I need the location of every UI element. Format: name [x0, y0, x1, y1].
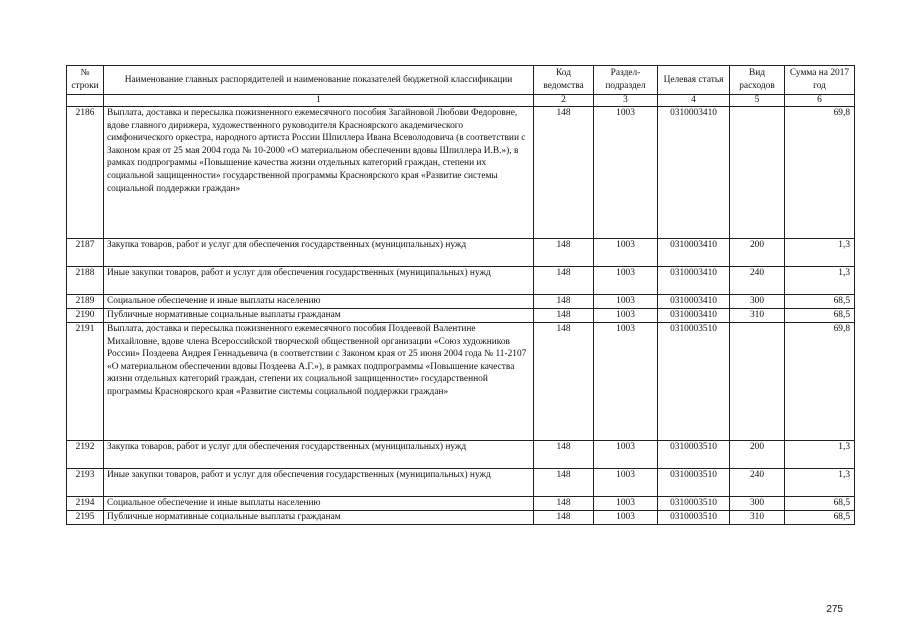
column-number: 3: [594, 95, 658, 107]
row-expense-type: 300: [730, 497, 785, 511]
row-target-article: 0310003410: [658, 295, 730, 309]
row-section: 1003: [594, 295, 658, 309]
row-name: Закупка товаров, работ и услуг для обеспечения государственных (муниципальных) нужд: [104, 239, 534, 267]
row-section: 1003: [594, 309, 658, 323]
table-row: [67, 469, 855, 497]
column-number: 6: [785, 95, 855, 107]
row-expense-type: 200: [730, 441, 785, 469]
header-target-article: Целевая статья: [658, 66, 730, 95]
table-row: [67, 497, 855, 511]
row-target-article: 0310003410: [658, 239, 730, 267]
row-department-code: 148: [534, 441, 594, 469]
row-department-code: 148: [534, 511, 594, 525]
row-target-article: 0310003410: [658, 309, 730, 323]
row-expense-type: [730, 107, 785, 239]
row-section: 1003: [594, 441, 658, 469]
table-row: [67, 323, 855, 441]
row-name: Выплата, доставка и пересылка пожизненного ежемесячного пособия Поздеевой Валентине Михайловне, вдове члена Всероссийской творческой общественной организации «Союз художников России» Поздеева Андрея Геннадьевича (в соответствии с Законом края от 25 июня 2004 года № 11-2107 «О материальном обеспечении вдовы Поздеева А.Г.»), в рамках подпрограммы «Повышение качества жизни отдельных категорий граждан, степени их социальной защищенности» государственной программы Красноярского края «Развитие системы социальной поддержки граждан»: [104, 323, 534, 441]
header-section: Раздел-подраздел: [594, 66, 658, 95]
row-section: 1003: [594, 511, 658, 525]
row-name: Закупка товаров, работ и услуг для обеспечения государственных (муниципальных) нужд: [104, 441, 534, 469]
table-body: [67, 107, 855, 525]
row-sum: 1,3: [785, 267, 855, 295]
row-number: 2191: [67, 323, 104, 441]
row-expense-type: 240: [730, 267, 785, 295]
row-expense-type: 200: [730, 239, 785, 267]
row-name: Иные закупки товаров, работ и услуг для обеспечения государственных (муниципальных) нужд: [104, 469, 534, 497]
row-expense-type: 240: [730, 469, 785, 497]
row-number: 2187: [67, 239, 104, 267]
row-department-code: 148: [534, 295, 594, 309]
row-section: 1003: [594, 107, 658, 239]
table-row: [67, 441, 855, 469]
row-target-article: 0310003510: [658, 323, 730, 441]
row-section: 1003: [594, 469, 658, 497]
row-department-code: 148: [534, 309, 594, 323]
row-number: 2190: [67, 309, 104, 323]
table-row: [67, 107, 855, 239]
row-section: 1003: [594, 267, 658, 295]
row-target-article: 0310003510: [658, 469, 730, 497]
table-row: [67, 239, 855, 267]
row-number: 2192: [67, 441, 104, 469]
row-target-article: 0310003410: [658, 107, 730, 239]
column-number: [67, 95, 104, 107]
row-department-code: 148: [534, 469, 594, 497]
row-department-code: 148: [534, 267, 594, 295]
column-number: 2: [534, 95, 594, 107]
row-department-code: 148: [534, 323, 594, 441]
header-row-number: № строки: [67, 66, 104, 95]
row-expense-type: 310: [730, 511, 785, 525]
column-numbers-row: [67, 95, 855, 107]
row-sum: 1,3: [785, 469, 855, 497]
row-number: 2189: [67, 295, 104, 309]
row-sum: 1,3: [785, 441, 855, 469]
row-number: 2194: [67, 497, 104, 511]
header-name: Наименование главных распорядителей и наименование показателей бюджетной классификации: [104, 66, 534, 95]
row-sum: 1,3: [785, 239, 855, 267]
column-number: 4: [658, 95, 730, 107]
row-number: 2186: [67, 107, 104, 239]
row-department-code: 148: [534, 497, 594, 511]
row-section: 1003: [594, 323, 658, 441]
column-number: 5: [730, 95, 785, 107]
row-expense-type: 310: [730, 309, 785, 323]
row-section: 1003: [594, 497, 658, 511]
row-sum: 68,5: [785, 295, 855, 309]
table-row: [67, 267, 855, 295]
row-sum: 69,8: [785, 107, 855, 239]
row-name: Выплата, доставка и пересылка пожизненного ежемесячного пособия Загайновой Любови Федоровне, вдове главного дирижера, художественного руководителя Красноярского академического симфонического оркестра, народного артиста России Шпиллера Ивана Всеволодовича (в соответствии с Законом края от 25 мая 2004 года № 10-2000 «О материальном обеспечении вдовы Шпиллера И.В.»), в рамках подпрограммы «Повышение качества жизни отдельных категорий граждан, степени их социальной защищенности» государственной программы Красноярского края «Развитие системы социальной поддержки граждан»: [104, 107, 534, 239]
column-number: 1: [104, 95, 534, 107]
row-name: Социальное обеспечение и иные выплаты населению: [104, 295, 534, 309]
table-row: [67, 511, 855, 525]
row-target-article: 0310003510: [658, 511, 730, 525]
page-number: 275: [826, 604, 843, 615]
row-name: Социальное обеспечение и иные выплаты населению: [104, 497, 534, 511]
row-expense-type: [730, 323, 785, 441]
row-sum: 69,8: [785, 323, 855, 441]
row-target-article: 0310003510: [658, 497, 730, 511]
row-department-code: 148: [534, 239, 594, 267]
row-expense-type: 300: [730, 295, 785, 309]
header-sum: Сумма на 2017 год: [785, 66, 855, 95]
header-row: [67, 66, 855, 95]
row-number: 2195: [67, 511, 104, 525]
row-number: 2188: [67, 267, 104, 295]
header-department-code: Код ведомства: [534, 66, 594, 95]
row-sum: 68,5: [785, 309, 855, 323]
row-name: Иные закупки товаров, работ и услуг для обеспечения государственных (муниципальных) нужд: [104, 267, 534, 295]
row-name: Публичные нормативные социальные выплаты гражданам: [104, 511, 534, 525]
row-target-article: 0310003410: [658, 267, 730, 295]
row-target-article: 0310003510: [658, 441, 730, 469]
row-name: Публичные нормативные социальные выплаты гражданам: [104, 309, 534, 323]
header-expense-type: Вид расходов: [730, 66, 785, 95]
row-sum: 68,5: [785, 511, 855, 525]
table-row: [67, 295, 855, 309]
row-number: 2193: [67, 469, 104, 497]
budget-table: [66, 65, 855, 525]
table-row: [67, 309, 855, 323]
row-sum: 68,5: [785, 497, 855, 511]
row-section: 1003: [594, 239, 658, 267]
row-department-code: 148: [534, 107, 594, 239]
